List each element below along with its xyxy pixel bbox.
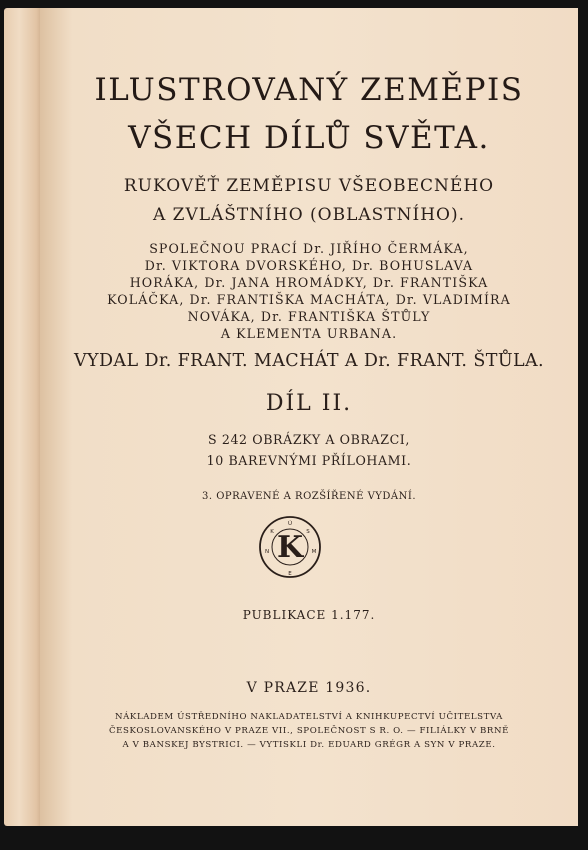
title-page	[40, 8, 578, 826]
logo-letter: K	[276, 530, 304, 565]
publisher-line: NÁKLADEM ÚSTŘEDNÍHO NAKLADATELSTVÍ A KNIHKUPECTVÍ UČITELSTVA	[115, 712, 503, 722]
logo-ring-letter: K	[270, 529, 274, 535]
illustrations-line-2: 10 BAREVNÝMI PŘÍLOHAMI.	[206, 453, 412, 468]
publication-number: PUBLIKACE 1.177.	[242, 608, 376, 622]
logo-ring-letter: N	[264, 549, 270, 555]
edition-note: 3. OPRAVENÉ A ROZŠÍŘENÉ VYDÁNÍ.	[201, 491, 417, 502]
book-spine-edge	[4, 8, 42, 826]
publisher-logo-icon	[258, 515, 322, 579]
authors-line: SPOLEČNOU PRACÍ Dr. JIŘÍHO ČERMÁKA,	[149, 241, 469, 256]
illustrations-line-1: S 242 OBRÁZKY A OBRAZCI,	[208, 432, 410, 447]
authors-line: A KLEMENTA URBANA.	[220, 326, 398, 341]
authors-line: Dr. VIKTORA DVORSKÉHO, Dr. BOHUSLAVA	[144, 258, 474, 273]
publisher-line: A V BANSKEJ BYSTRICI. — VYTISKLI Dr. EDUARD GRÉGR A SYN V PRAZE.	[122, 740, 496, 750]
editors-line: VYDAL Dr. FRANT. MACHÁT A Dr. FRANT. ŠTŮLA.	[74, 351, 544, 371]
subtitle-line-2: A ZVLÁŠTNÍHO (OBLASTNÍHO).	[152, 205, 466, 225]
publisher-line: ČESKOSLOVANSKÉHO V PRAZE VII., SPOLEČNOST S R. O. — FILIÁLKY V BRNĚ	[109, 726, 509, 736]
authors-line: HORÁKA, Dr. JANA HROMÁDKY, Dr. FRANTIŠKA	[129, 275, 489, 290]
logo-ring-letter: S	[306, 529, 310, 535]
title-line-1: ILUSTROVANÝ ZEMĚPIS	[94, 72, 524, 108]
title-line-2: VŠECH DÍLŮ SVĚTA.	[128, 120, 490, 156]
subtitle-line-1: RUKOVĚŤ ZEMĚPISU VŠEOBECNÉHO	[123, 176, 495, 196]
place-and-year: V PRAZE 1936.	[246, 680, 372, 696]
authors-line: KOLÁČKA, Dr. FRANTIŠKA MACHÁTA, Dr. VLADIMÍRA	[107, 292, 511, 307]
logo-ring-letter: Ú	[287, 521, 293, 527]
volume-number: DÍL II.	[265, 391, 353, 416]
authors-line: NOVÁKA, Dr. FRANTIŠKA ŠTŮLY	[187, 309, 431, 324]
logo-ring-letter: E	[288, 571, 292, 577]
logo-ring-letter: M	[311, 549, 317, 555]
